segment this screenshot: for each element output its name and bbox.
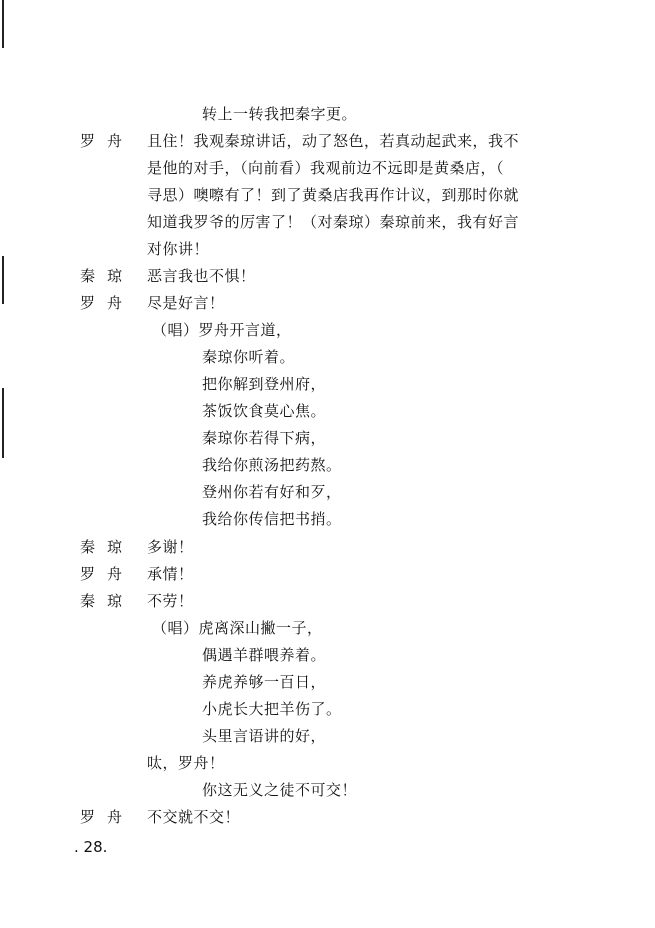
text-line: 寻思）噢嚓有了！到了黄桑店我再作计议，到那时你就 (147, 186, 520, 204)
song-line: 养虎养够一百日， (202, 673, 327, 691)
song-line: 我给你煎汤把药熬。 (202, 456, 342, 474)
speaker-label: 罗舟 (80, 132, 135, 150)
speaker-label: 秦琼 (80, 267, 135, 285)
text-line: 对你讲！ (147, 240, 210, 258)
song-line: 呔，罗舟！ (147, 754, 225, 772)
song-line: （唱）罗舟开言道， (152, 321, 292, 339)
song-line: 小虎长大把羊伤了。 (202, 700, 342, 718)
song-line: 登州你若有好和歹， (202, 483, 342, 501)
speaker-label: 罗舟 (80, 565, 135, 583)
song-line: 偶遇羊群喂养着。 (202, 646, 327, 664)
text-line: 恶言我也不惧！ (147, 267, 256, 285)
song-line: 头里言语讲的好， (202, 727, 327, 745)
text-line: 转上一转我把秦字更。 (202, 105, 358, 123)
song-line: （唱）虎离深山撇一子， (152, 619, 323, 637)
text-line: 承情！ (147, 565, 194, 583)
page-number: . 28. (74, 838, 108, 856)
text-line: 多谢！ (147, 538, 194, 556)
text-line: 且住！我观秦琼讲话，动了怒色，若真动起武来，我不 (147, 132, 520, 150)
text-line: 不劳！ (147, 592, 194, 610)
speaker-label: 罗舟 (80, 808, 135, 826)
text-line: 尽是好言！ (147, 294, 225, 312)
scan-edge-mark-middle (2, 256, 4, 304)
song-line: 秦琼你若得下病， (202, 429, 327, 447)
scan-edge-mark-top (2, 0, 4, 48)
scan-edge-mark-lower (2, 388, 4, 458)
speaker-label: 罗舟 (80, 294, 135, 312)
text-line: 是他的对手，（向前看）我观前边不远即是黄桑店，（ (147, 159, 505, 177)
speaker-label: 秦琼 (80, 538, 135, 556)
song-line: 秦琼你听着。 (202, 348, 296, 366)
song-line: 把你解到登州府， (202, 375, 327, 393)
speaker-label: 秦琼 (80, 592, 135, 610)
text-line: 不交就不交！ (147, 808, 241, 826)
song-line: 你这无义之徒不可交！ (202, 781, 358, 799)
song-line: 茶饭饮食莫心焦。 (202, 402, 327, 420)
text-line: 知道我罗爷的厉害了！（对秦琼）秦琼前来，我有好言 (147, 213, 520, 231)
song-line: 我给你传信把书捎。 (202, 510, 342, 528)
